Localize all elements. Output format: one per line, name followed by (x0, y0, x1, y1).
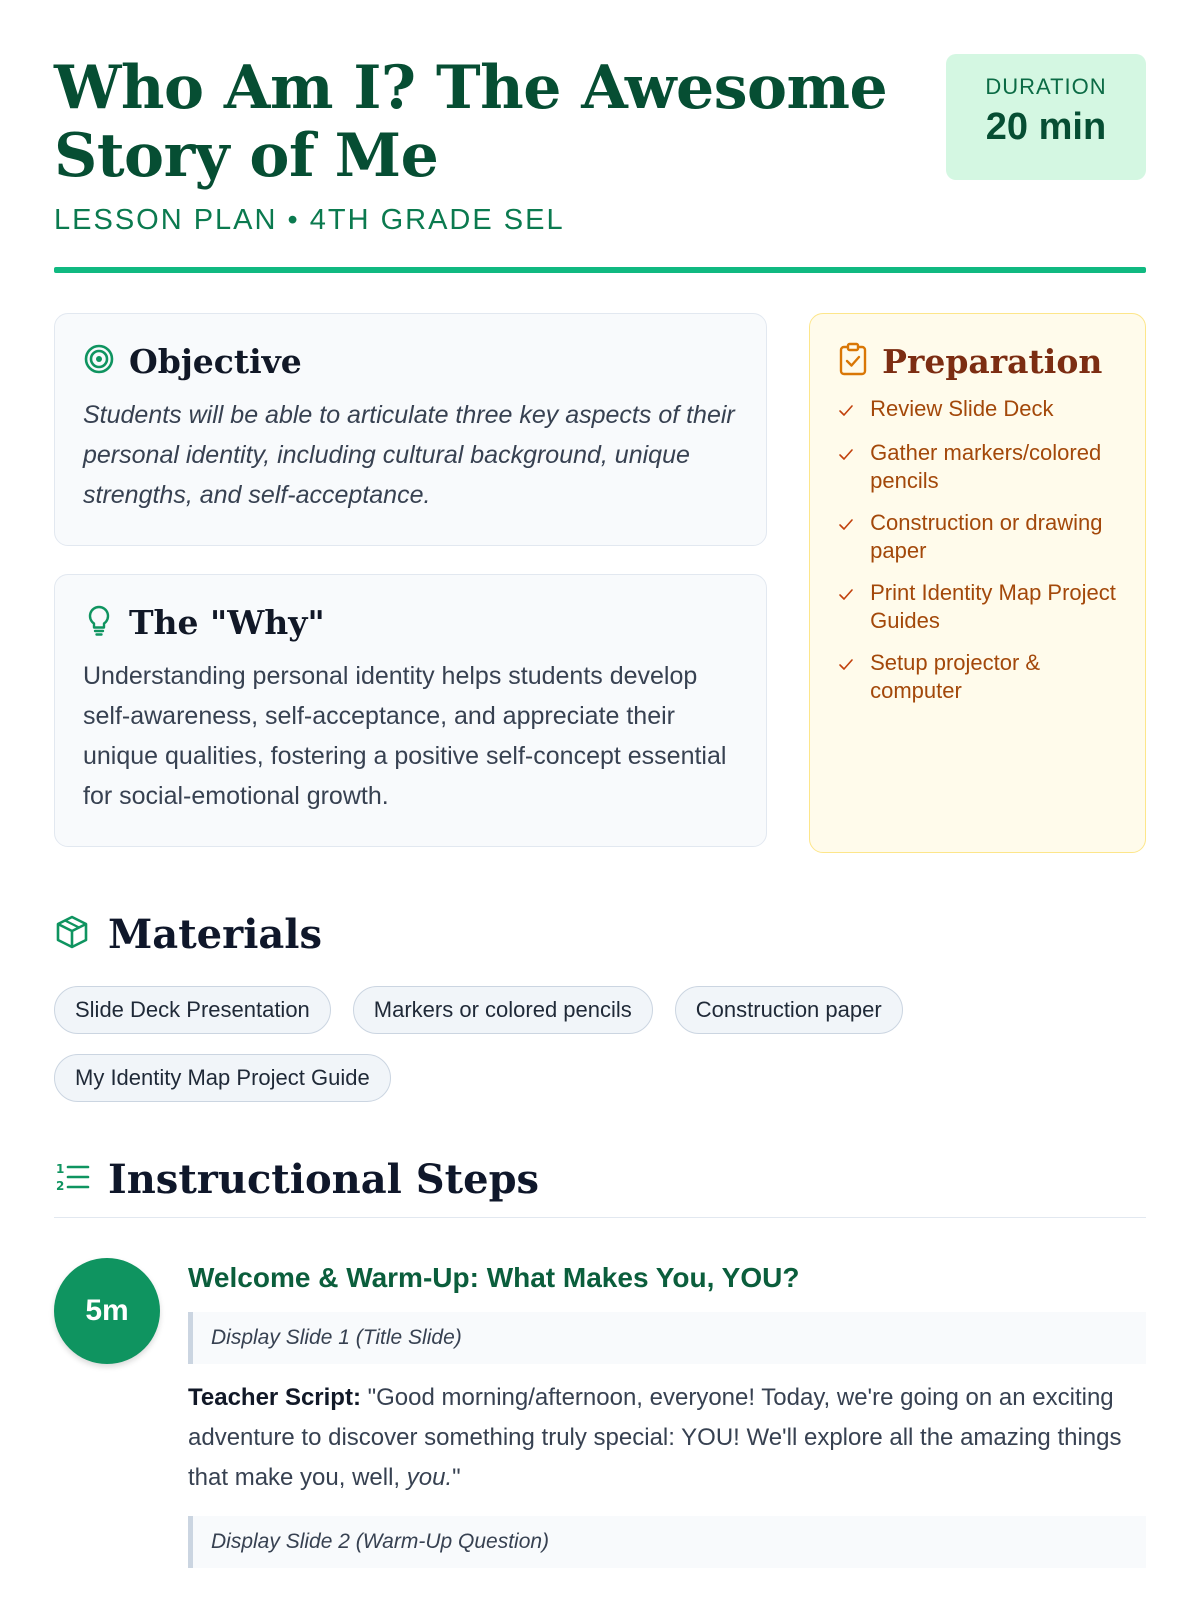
clipboard-check-icon (838, 342, 868, 381)
preparation-item (838, 649, 1119, 705)
materials-section (54, 911, 1146, 1102)
material-chip: My Identity Map Project Guide (54, 1054, 391, 1102)
materials-list (54, 986, 1054, 1102)
step-title: Welcome & Warm-Up: What Makes You, YOU? (188, 1262, 800, 1293)
check-icon (838, 439, 856, 495)
steps-divider (54, 1217, 1146, 1218)
objective-card (54, 313, 767, 546)
target-icon (83, 343, 115, 380)
overview-left-column (54, 313, 767, 853)
preparation-title: Preparation (882, 342, 1103, 381)
why-header (83, 603, 738, 642)
numbered-list-icon (54, 1160, 90, 1199)
preparation-item (838, 509, 1119, 565)
material-chip: Construction paper (675, 986, 903, 1034)
lightbulb-icon (83, 603, 115, 642)
steps-header (54, 1156, 1146, 1203)
preparation-item (838, 579, 1119, 635)
preparation-item-label: Print Identity Map Project Guides (870, 580, 1116, 633)
why-card (54, 574, 767, 847)
preparation-card (809, 313, 1146, 853)
preparation-item (838, 439, 1119, 495)
script-end: " (452, 1464, 461, 1491)
check-icon (838, 509, 856, 565)
preparation-item-label: Construction or drawing paper (870, 510, 1103, 563)
preparation-list (838, 395, 1119, 705)
duration-badge (946, 54, 1146, 180)
page-title: Who Am I? The Awesome Story of Me (54, 53, 888, 191)
preparation-item-label: Review Slide Deck (870, 396, 1054, 421)
step-item (54, 1258, 1146, 1568)
step-body (188, 1258, 1146, 1568)
header-text (54, 54, 924, 237)
why-title: The "Why" (129, 603, 325, 642)
script-text: "Good morning/afternoon, everyone! Today, we're going on an exciting adventure to discover something truly special: YOU! We'll explore all the amazing things that make you, well, (188, 1384, 1122, 1491)
header (54, 54, 1146, 237)
why-text: Understanding personal identity helps students develop self-awareness, self-acceptance, and appreciate their unique qualities, fostering a positive self-concept essential for social-emotional growth. (83, 662, 727, 810)
script-label: Teacher Script: (188, 1384, 361, 1411)
preparation-item (838, 395, 1119, 425)
script-emphasis: you. (406, 1464, 453, 1491)
duration-label: DURATION (985, 74, 1107, 99)
duration-value: 20 min (985, 106, 1107, 148)
teacher-script (188, 1378, 1146, 1498)
slide-note: Display Slide 2 (Warm-Up Question) (188, 1516, 1146, 1568)
materials-title: Materials (108, 911, 323, 958)
material-chip: Markers or colored pencils (353, 986, 653, 1034)
slide-note: Display Slide 1 (Title Slide) (188, 1312, 1146, 1364)
instructional-steps-section (54, 1156, 1146, 1568)
overview-section (54, 313, 1146, 853)
step-duration-badge: 5m (54, 1258, 160, 1364)
box-icon (54, 914, 90, 955)
svg-text:1: 1 (56, 1162, 65, 1176)
check-icon (838, 395, 856, 425)
steps-title: Instructional Steps (108, 1156, 540, 1203)
objective-title: Objective (129, 342, 302, 381)
preparation-header (838, 342, 1119, 381)
check-icon (838, 579, 856, 635)
header-divider (54, 267, 1146, 273)
objective-text: Students will be able to articulate three key aspects of their personal identity, including cultural background, unique strengths, and self-acceptance. (83, 401, 735, 509)
preparation-item-label: Gather markers/colored pencils (870, 440, 1102, 493)
materials-header (54, 911, 1146, 958)
objective-header (83, 342, 738, 381)
check-icon (838, 649, 856, 705)
svg-text:2: 2 (56, 1179, 65, 1193)
page-subtitle: LESSON PLAN • 4TH GRADE SEL (54, 204, 565, 236)
material-chip: Slide Deck Presentation (54, 986, 331, 1034)
preparation-item-label: Setup projector & computer (870, 650, 1041, 703)
